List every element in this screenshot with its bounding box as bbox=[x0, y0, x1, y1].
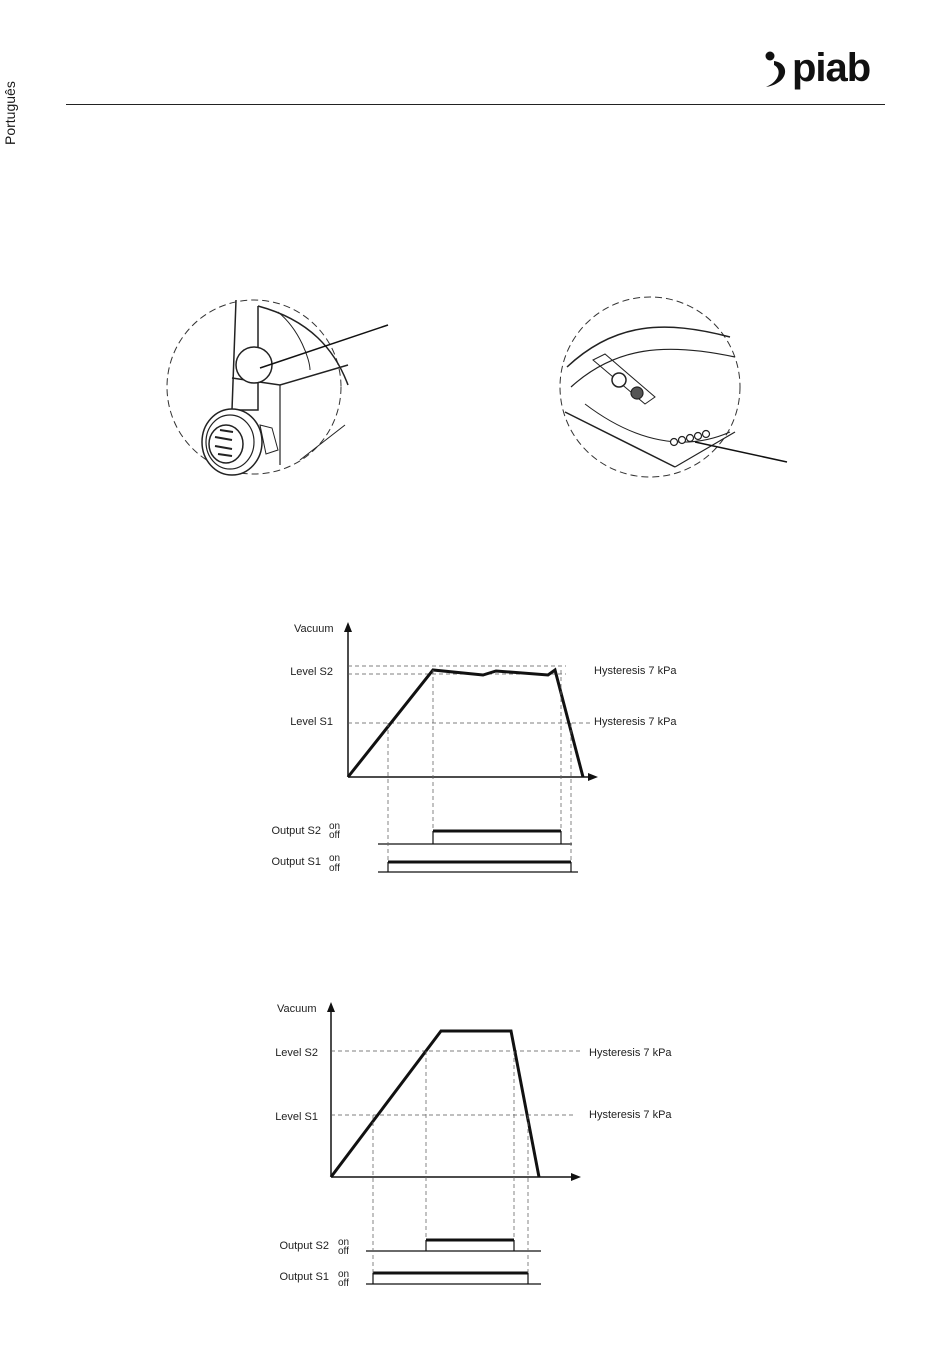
chart1-output-s2-label: Output S2 bbox=[271, 825, 321, 837]
chart2-output-s2-off: off bbox=[338, 1246, 349, 1257]
led-detail-illustration bbox=[555, 292, 795, 492]
chart2-output-s1-off: off bbox=[338, 1278, 349, 1289]
chart2-ylabel: Vacuum bbox=[277, 1003, 317, 1015]
vacuum-hysteresis-chart-2 bbox=[0, 990, 950, 1290]
y-axis-arrow bbox=[344, 622, 352, 632]
chart1-level-s2-label: Level S2 bbox=[290, 666, 333, 678]
chart1-hysteresis-s1-label: Hysteresis 7 kPa bbox=[594, 716, 677, 728]
chart2-output-s2-on: on bbox=[338, 1237, 350, 1248]
chart1-output-s2-on: on bbox=[329, 821, 341, 832]
piab-swirl-icon bbox=[760, 45, 796, 95]
connector-detail-illustration bbox=[160, 290, 405, 490]
chart1-output-s1-on: on bbox=[329, 853, 341, 864]
vacuum-curve bbox=[331, 1031, 539, 1177]
chart2-output-s1-label: Output S1 bbox=[279, 1271, 329, 1283]
chart2-hysteresis-s2-label: Hysteresis 7 kPa bbox=[589, 1047, 672, 1059]
chart2-level-s1-label: Level S1 bbox=[275, 1111, 318, 1123]
chart2-level-s2-label: Level S2 bbox=[275, 1047, 318, 1059]
sidebar-language: Português bbox=[2, 81, 18, 145]
header-divider bbox=[66, 104, 885, 105]
chart1-output-s1-off: off bbox=[329, 863, 340, 874]
piab-logo bbox=[760, 45, 885, 95]
chart1-output-s1-label: Output S1 bbox=[271, 856, 321, 868]
x-axis-arrow bbox=[588, 773, 598, 781]
brand-name: piab bbox=[792, 46, 871, 90]
chart2-output-s2-label: Output S2 bbox=[279, 1240, 329, 1252]
vacuum-hysteresis-chart-1 bbox=[0, 600, 950, 900]
chart2-hysteresis-s1-label: Hysteresis 7 kPa bbox=[589, 1109, 672, 1121]
chart1-level-s1-label: Level S1 bbox=[290, 716, 333, 728]
x-axis-arrow bbox=[571, 1173, 581, 1181]
chart1-ylabel: Vacuum bbox=[294, 623, 334, 635]
y-axis-arrow bbox=[327, 1002, 335, 1012]
vacuum-curve bbox=[348, 670, 583, 777]
chart1-hysteresis-s2-label: Hysteresis 7 kPa bbox=[594, 665, 677, 677]
chart1-output-s2-off: off bbox=[329, 830, 340, 841]
chart2-output-s1-on: on bbox=[338, 1269, 350, 1280]
